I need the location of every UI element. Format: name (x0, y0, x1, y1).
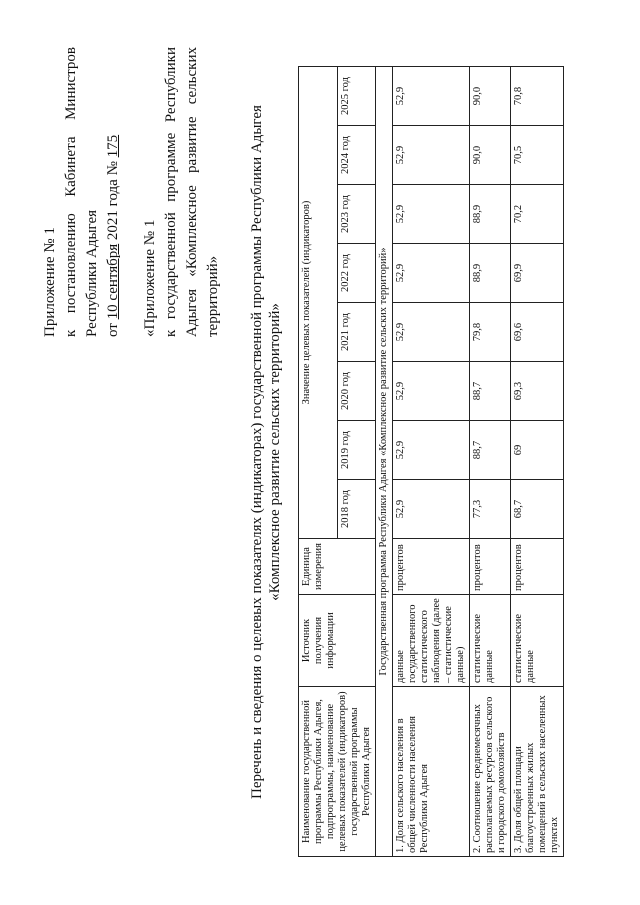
indicator-source: статистические данные (511, 595, 564, 687)
indicator-unit: процентов (393, 539, 470, 595)
indicator-value: 90,0 (470, 67, 511, 126)
indicator-value: 69,3 (511, 362, 564, 421)
indicators-table (298, 66, 564, 857)
indicator-value: 70,5 (511, 126, 564, 185)
program-row (376, 67, 393, 857)
header-year: 2023 год (337, 185, 376, 244)
header-source: Источник получения информации (299, 595, 376, 687)
header-unit: Единица измерения (299, 539, 376, 595)
indicator-value: 69,6 (511, 303, 564, 362)
date-prefix: от (105, 323, 121, 337)
indicator-name: 3. Доля общей площади благоустроенных жилых помещений в сельских населенных пунктах (511, 687, 564, 857)
document-number: 175 (105, 134, 121, 158)
indicator-name: 2. Соотношение среднемесячных располагаемых ресурсов сельского и городского домохозяйств (470, 687, 511, 857)
indicator-value: 70,2 (511, 185, 564, 244)
appendix-line-1: Приложение № 1 (42, 227, 58, 337)
indicator-value: 79,8 (470, 303, 511, 362)
header-values-group: Значение целевых показателей (индикаторов) (299, 67, 338, 539)
title-line-2: «Комплексное развитие сельских территорий» (267, 303, 283, 601)
table-row (470, 67, 511, 857)
indicator-value: 69 (511, 421, 564, 480)
appendix-line-5: к государственной программе Республики Адыгея «Комплексное развитие сельских территорий» (163, 47, 221, 337)
table-row (511, 67, 564, 857)
document-title (248, 47, 284, 857)
appendix-date-line (103, 47, 124, 337)
header-year: 2021 год (337, 303, 376, 362)
appendix-line-2: к постановлению Кабинета Министров Республики Адыгея (63, 47, 100, 337)
indicator-value: 52,9 (393, 480, 470, 539)
table-header-row (299, 67, 338, 857)
indicator-value: 69,9 (511, 244, 564, 303)
title-line-1: Перечень и сведения о целевых показателях (индикаторах) государственной программы Республики Адыгея (249, 105, 265, 799)
indicator-value: 52,9 (393, 185, 470, 244)
header-year: 2018 год (337, 480, 376, 539)
table-row (393, 67, 470, 857)
indicator-value: 52,9 (393, 126, 470, 185)
date-suffix: 2021 года № (105, 161, 121, 241)
indicator-value: 77,3 (470, 480, 511, 539)
indicator-value: 90,0 (470, 126, 511, 185)
indicator-value: 88,9 (470, 244, 511, 303)
indicator-value: 52,9 (393, 362, 470, 421)
header-year: 2020 год (337, 362, 376, 421)
indicator-value: 70,8 (511, 67, 564, 126)
indicator-value: 52,9 (393, 244, 470, 303)
header-year: 2025 год (337, 67, 376, 126)
indicator-value: 88,9 (470, 185, 511, 244)
date-value: 10 сентября (105, 243, 121, 320)
indicator-value: 88,7 (470, 421, 511, 480)
indicator-value: 52,9 (393, 67, 470, 126)
indicator-name: 1. Доля сельского населения в общей численности населения Республики Адыгея (393, 687, 470, 857)
indicator-value: 88,7 (470, 362, 511, 421)
header-year: 2019 год (337, 421, 376, 480)
indicator-unit: процентов (511, 539, 564, 595)
header-year: 2022 год (337, 244, 376, 303)
indicator-value: 68,7 (511, 480, 564, 539)
program-title-cell: Государственная программа Республики Адыгея «Комплексное развитие сельских территорий» (376, 67, 393, 857)
indicator-value: 52,9 (393, 303, 470, 362)
indicator-value: 52,9 (393, 421, 470, 480)
header-name: Наименование государственной программы Республики Адыгея, подпрограммы, наименование целевых показателей (индикаторов) государственной программы Республики Адыгея (299, 687, 376, 857)
header-year: 2024 год (337, 126, 376, 185)
appendix-header (40, 47, 224, 337)
document-page (30, 27, 610, 877)
indicator-unit: процентов (470, 539, 511, 595)
indicator-source: статистические данные (470, 595, 511, 687)
appendix-line-4: «Приложение № 1 (142, 219, 158, 337)
indicator-source: данные государственного статистического наблюдения (далее – статистические данные) (393, 595, 470, 687)
